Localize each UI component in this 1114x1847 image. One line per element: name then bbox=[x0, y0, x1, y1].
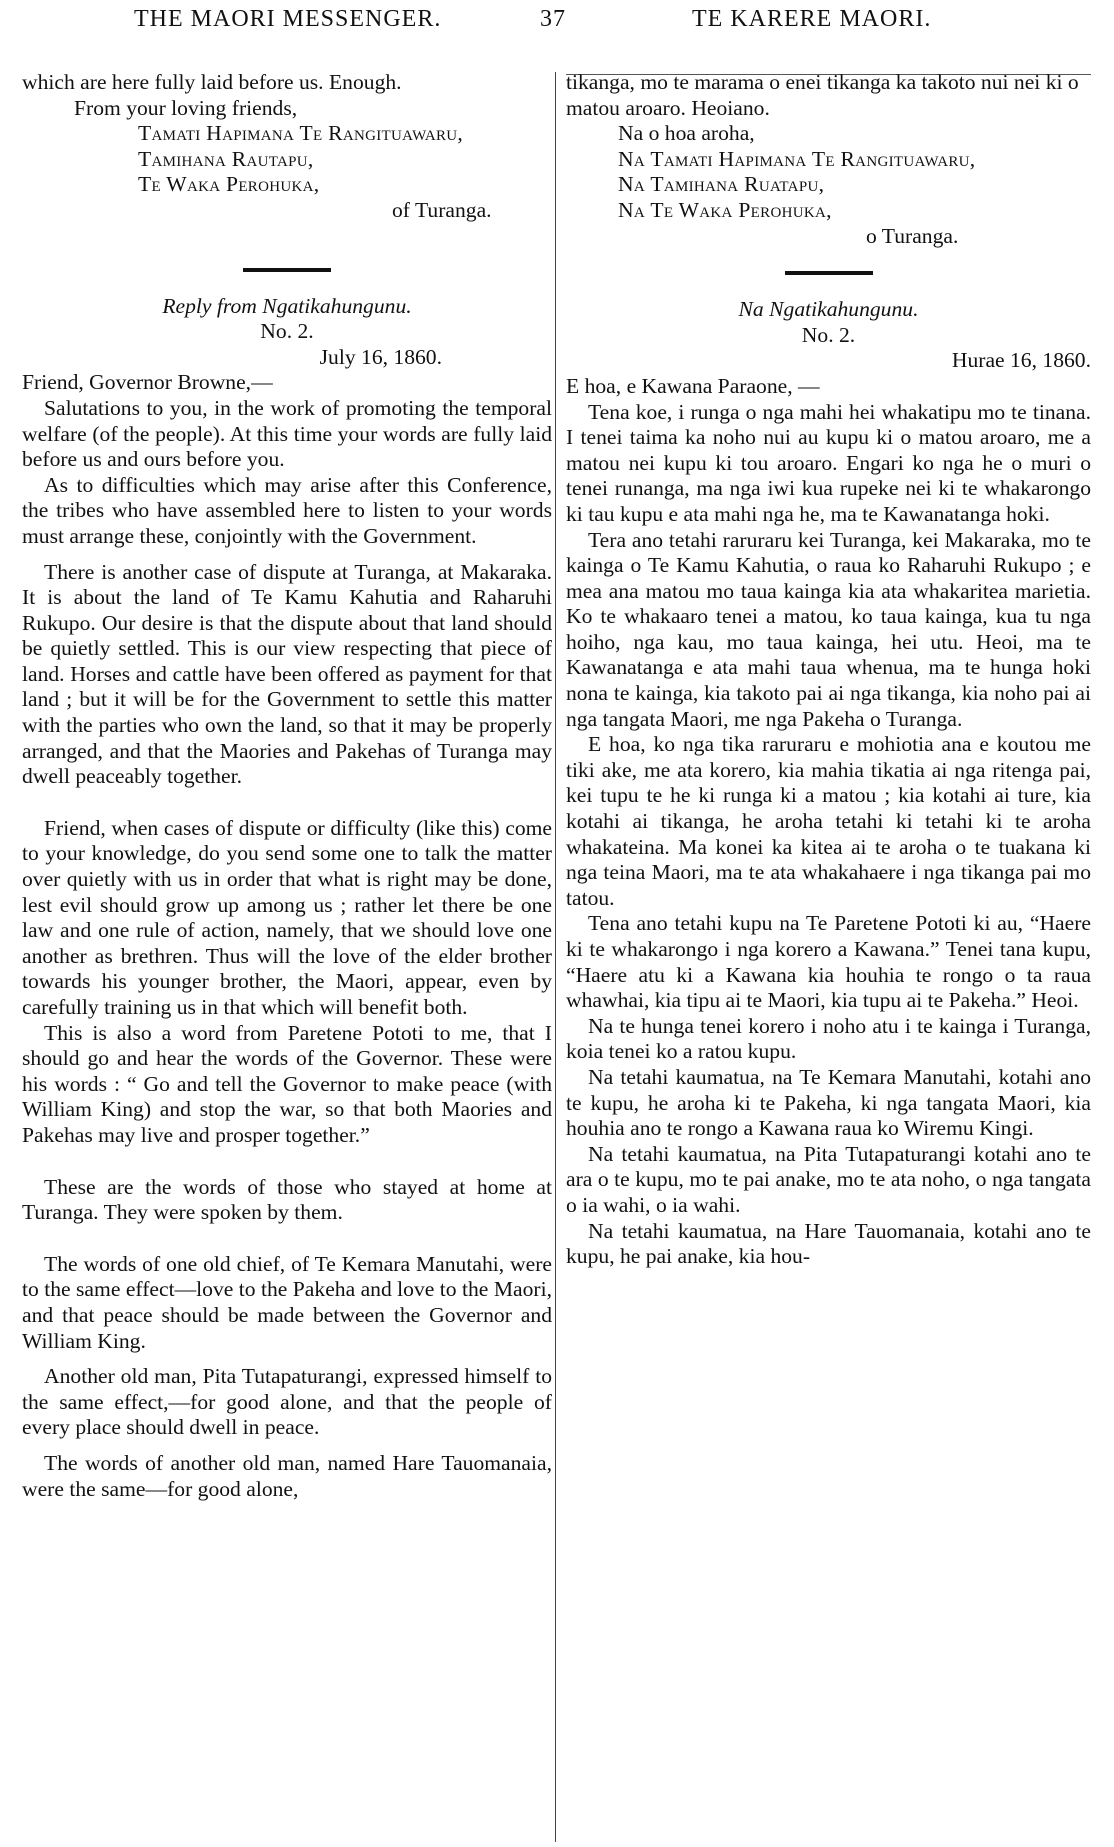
header-english-title: THE MAORI MESSENGER. bbox=[134, 6, 442, 32]
section-rule bbox=[785, 271, 873, 275]
english-signatory: Tamati Hapimana Te Rangituawaru, bbox=[138, 121, 464, 146]
maori-column bbox=[566, 70, 1091, 1270]
english-column bbox=[22, 70, 552, 1502]
english-signatory: Te Waka Perohuka, bbox=[138, 172, 320, 197]
maori-paragraph: Na tetahi kaumatua, na Hare Tauomanaia, kotahi ano te kupu, he pai anake, kia hou- bbox=[566, 1218, 1091, 1269]
english-paragraph: Another old man, Pita Tutapaturangi, expressed himself to the same effect,—for good alone, and that the people of every place should dwell in peace. bbox=[22, 1364, 552, 1440]
english-sign-off: From your loving friends, bbox=[74, 95, 298, 120]
running-head bbox=[0, 6, 1114, 46]
english-section-heading: Reply from Ngatikahungunu. bbox=[162, 293, 412, 318]
maori-intro-line: tikanga, mo te marama o enei tikanga ka takoto nui nei ki o matou aroaro. Heoiano. bbox=[566, 70, 1079, 120]
maori-paragraph: Na te hunga tenei korero i noho atu i te kainga i Turanga, koia tenei ko a ratou kupu. bbox=[566, 1013, 1091, 1064]
english-paragraph: Friend, when cases of dispute or difficulty (like this) come to your knowledge, do you send some one to talk the matter over quietly with us in order that what is right may be done, lest evil should grow up among us ; rather let there be one law and one rule of action, namely, that we should love one another as brethren. Thus will the love of the elder brother towards his younger brother, the Maori, appear, even by carefully training us in that which will benefit both. bbox=[22, 815, 552, 1019]
english-paragraph: The words of another old man, named Hare Tauomanaia, were the same—for good alone, bbox=[22, 1450, 552, 1501]
maori-paragraph: Na tetahi kaumatua, na Te Kemara Manutahi, kotahi ano te kupu, he aroha ki te Pakeha, ki nga tangata Maori, kia houhia ano te rongo a Kawana raua ko Wiremu Kingi. bbox=[566, 1064, 1091, 1141]
header-maori-title: TE KARERE MAORI. bbox=[692, 6, 932, 32]
maori-salutation: E hoa, e Kawana Paraone, — bbox=[566, 373, 820, 398]
maori-section-heading: Na Ngatikahungunu. bbox=[738, 297, 919, 322]
maori-signatory: Na Te Waka Perohuka, bbox=[618, 197, 832, 222]
maori-signatory: Na Tamati Hapimana Te Rangituawaru, bbox=[618, 146, 976, 171]
maori-paragraph: Tera ano tetahi raruraru kei Turanga, kei Makaraka, mo te kainga o Te Kamu Kahutia, o raua ko Raharuhi Rukupo ; e mea ana matou mo taua kainga kia ata whakaritea marietia. Ko te whakaaro tenei a matou, ko taua kainga, kua tu nga hoiho, nga kau, mo taua kainga, hei utu. Heoi, ma te Kawanatanga e ata mahi taua whenua, ma te hunga hoki nona te kainga, kia takoto pai ai nga tikanga, kia noho pai ai nga tangata Maori, me nga Pakeha o Turanga. bbox=[566, 527, 1091, 731]
maori-paragraph: Tena koe, i runga o nga mahi hei whakatipu mo te tinana. I tenei taima ka noho nui au kupu ki o matou aroaro, me a matou nei kupu ki tou aroaro. Engari ko nga he o muri o tenei runanga, ma nga iwi kua rupeke nei ki te whakarongo ki tau kupu e ata mahi nga he, ma te Kawanatanga hoki. bbox=[566, 399, 1091, 526]
english-paragraph: Salutations to you, in the work of promoting the temporal welfare (of the people). At this time your words are fully laid before us and ours before you. bbox=[22, 395, 552, 472]
english-signatory: Tamihana Rautapu, bbox=[138, 146, 314, 171]
english-salutation: Friend, Governor Browne,— bbox=[22, 370, 273, 395]
maori-signatory: Na Tamihana Ruatapu, bbox=[618, 172, 825, 197]
maori-letter-date: Hurae 16, 1860. bbox=[951, 348, 1091, 373]
maori-letter-number: No. 2. bbox=[801, 322, 856, 347]
page-number: 37 bbox=[540, 6, 566, 32]
english-paragraph: As to difficulties which may arise after this Conference, the tribes who have assembled here to listen to your words must arrange these, conjointly with the Government. bbox=[22, 472, 552, 548]
english-paragraph: These are the words of those who stayed at home at Turanga. They were spoken by them. bbox=[22, 1174, 552, 1225]
english-place: of Turanga. bbox=[392, 197, 492, 222]
english-intro-line: which are here fully laid before us. Enough. bbox=[22, 70, 402, 94]
maori-paragraph: Tena ano tetahi kupu na Te Paretene Pototi ki au, “Haere ki te whakarongo i nga korero a Kawana.” Tenei tana kupu, “Haere atu ki a Kawana kia houhia te rongo o ta raua whawhai, kia tipu ai te Maori, kia tupu ai te Pakeha.” Heoi. bbox=[566, 911, 1091, 1013]
english-paragraph: There is another case of dispute at Turanga, at Makaraka. It is about the land of Te Kamu Kahutia and Raharuhi Rukupo. Our desire is that the dispute about that land should be quietly settled. This is our view respecting that piece of land. Horses and cattle have been offered as payment for that land ; but it will be for the Government to settle this matter with the parties who own the land, so that it may be properly arranged, and that the Maories and Pakehas of Turanga may dwell peaceably together. bbox=[22, 559, 552, 789]
column-divider bbox=[555, 72, 556, 1842]
maori-paragraph: E hoa, ko nga tika raruraru e mohiotia ana e koutou me tiki ake, me ata korero, kia mahia tikatia ai nga ritenga pai, kei tupu te he ki runga ki a matou ; kia kotahi ai ture, kia kotahi ai tikanga, he aroha tetahi ki tetahi ki te aroha whakateina. Ma konei ka kitea ai te aroha o te tuakana ki nga teina Maori, ma te ata whakahaere i nga tikanga pai mo tatou. bbox=[566, 732, 1091, 910]
english-paragraph: This is also a word from Paretene Pototi to me, that I should go and hear the words of the Governor. These were his words : “ Go and tell the Governor to make peace (with William King) and stop the war, so that both Maories and Pakehas may live and prosper together.” bbox=[22, 1020, 552, 1147]
maori-place: o Turanga. bbox=[866, 223, 959, 248]
section-rule bbox=[243, 268, 331, 272]
maori-sign-off: Na o hoa aroha, bbox=[618, 121, 755, 146]
maori-paragraph: Na tetahi kaumatua, na Pita Tutapaturangi kotahi ano te ara o te kupu, mo te pai anake, mo te ata noho, o nga tangata o ia wahi, o ia wahi. bbox=[566, 1141, 1091, 1217]
english-paragraph: The words of one old chief, of Te Kemara Manutahi, were to the same effect—love to the Pakeha and love to the Maori, and that peace should be made between the Governor and William King. bbox=[22, 1251, 552, 1353]
english-letter-number: No. 2. bbox=[260, 319, 314, 344]
english-letter-date: July 16, 1860. bbox=[319, 344, 442, 369]
